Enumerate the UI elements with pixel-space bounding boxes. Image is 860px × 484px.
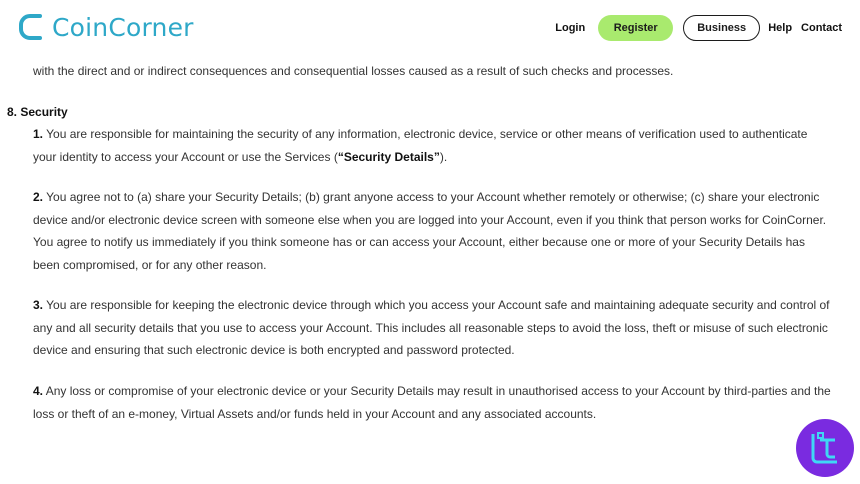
security-clause-4 <box>33 380 833 425</box>
clause-number: 4. <box>33 384 44 398</box>
clause-text-end: ). <box>439 149 448 164</box>
help-link[interactable]: Help <box>768 22 793 34</box>
business-button[interactable]: Business <box>683 15 760 41</box>
coincorner-c-icon <box>18 12 46 42</box>
login-link[interactable]: Login <box>555 22 586 34</box>
clause-text: You agree not to (a) share your Security Details; (b) grant anyone access to your Account whether remotely or otherwise; (c) share your electronic device and/or electronic device screen with someone else when you are logged into your Account, even if you think that person works for CoinCorner. You agree to notify us immediately if you think someone has or can access your Account, either because one or more of your Security Details has been compromised, or for any other reason. <box>33 190 827 272</box>
security-clause-3 <box>33 294 833 362</box>
top-nav <box>555 15 842 41</box>
clause-number: 3. <box>33 298 44 312</box>
section-heading-security: 8. Security <box>7 105 68 119</box>
site-header <box>0 0 860 60</box>
security-details-term: “Security Details” <box>337 149 440 164</box>
watermark-badge <box>796 419 854 477</box>
brand-logo[interactable] <box>18 12 194 42</box>
clause-number: 2. <box>33 190 44 204</box>
contact-link[interactable]: Contact <box>801 22 842 34</box>
clause-text: You are responsible for keeping the electronic device through which you access your Account safe and maintaining adequate security and control of any and all security details that you use to access your Account. This includes all reasonable steps to avoid the loss, theft or misuse of such electronic device and ensuring that such electronic device is both encrypted and password protected. <box>33 298 830 357</box>
tradingfinder-logo-icon <box>807 430 843 466</box>
previous-paragraph-tail: with the direct and or indirect consequences and consequential losses caused as a result of such checks and processes. <box>33 64 674 78</box>
clause-text: Any loss or compromise of your electronic device or your Security Details may result in unauthorised access to your Account by third-parties and the loss or theft of an e-money, Virtual Assets and/or funds held in your Account and any associated accounts. <box>33 384 831 421</box>
register-button[interactable]: Register <box>598 15 673 41</box>
clause-text: You are responsible for maintaining the security of any information, electronic device, service or other means of verification used to authenticate your identity to access your Account or use the Services ( <box>33 127 808 164</box>
brand-name: CoinCorner <box>52 12 194 42</box>
clause-number: 1. <box>33 127 44 141</box>
security-clause-2 <box>33 186 833 276</box>
security-clause-1 <box>33 123 833 168</box>
